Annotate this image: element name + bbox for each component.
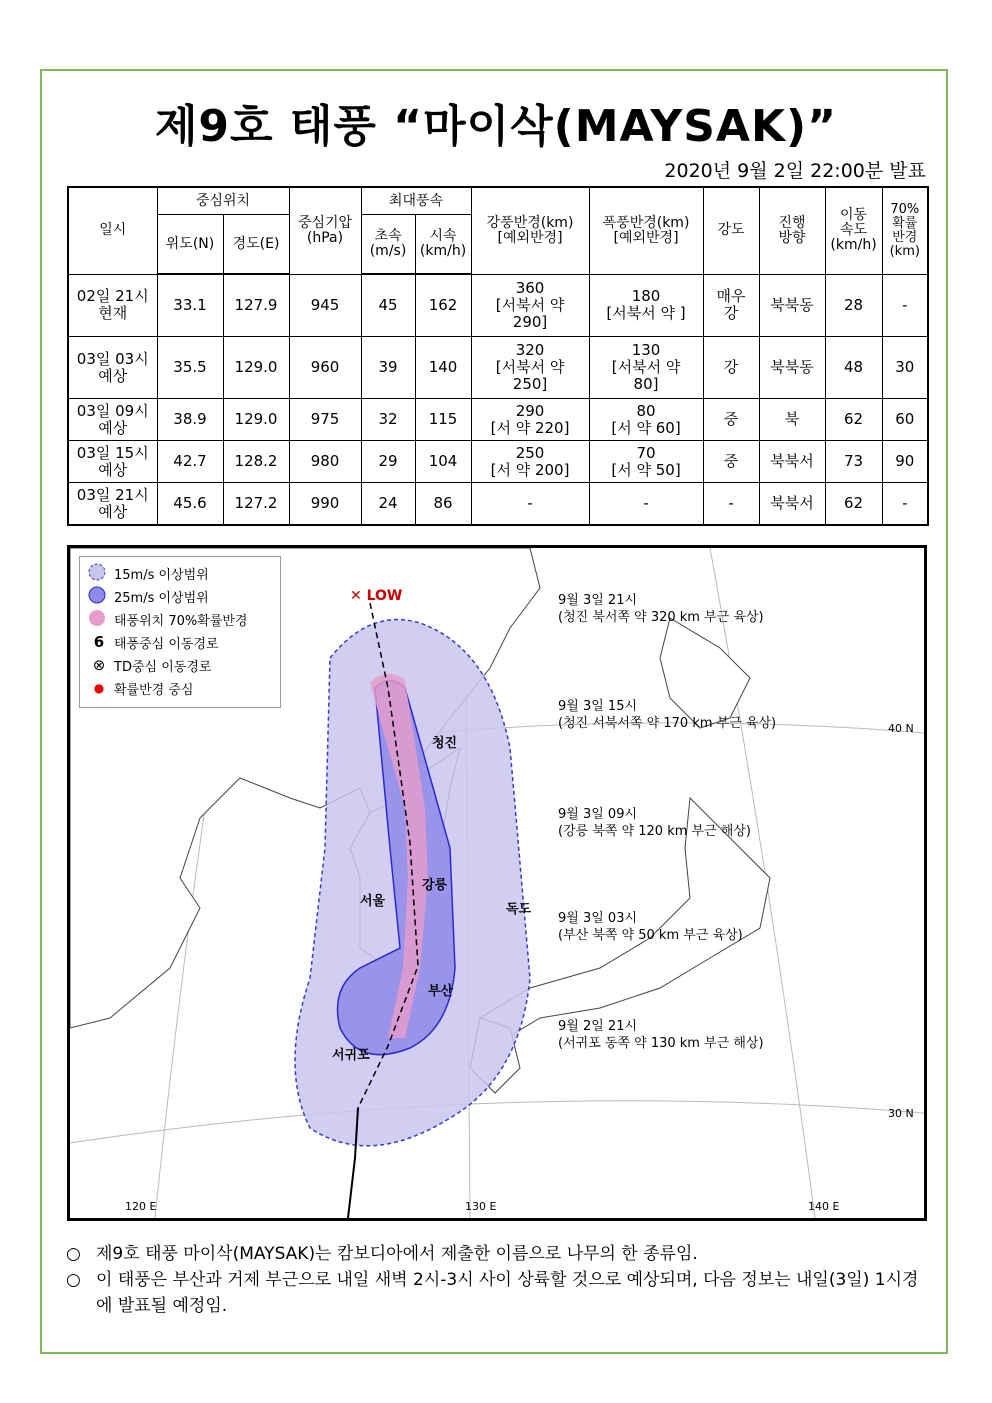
cell-datetime: 02일 21시 현재 xyxy=(68,274,157,336)
annotation-time: 9월 3일 21시 xyxy=(558,593,638,608)
table-row xyxy=(68,483,928,525)
cell-lat: 38.9 xyxy=(157,399,223,441)
annotation-desc: (부산 북쪽 약 50 km 부근 육상) xyxy=(558,928,743,943)
cell-pressure: 990 xyxy=(289,483,361,525)
cell-gale: 250 [서 약 200] xyxy=(471,441,589,483)
cell-gale: 320 [서북서 약 250] xyxy=(471,337,589,399)
cell-storm: 80 [서 약 60] xyxy=(589,399,703,441)
cell-storm: - xyxy=(589,483,703,525)
cell-prob: - xyxy=(882,274,928,336)
cell-lat: 33.1 xyxy=(157,274,223,336)
cell-intensity: 중 xyxy=(703,441,759,483)
gridlabel-30n: 30 N xyxy=(888,1107,914,1120)
header-center-position: 중심위치 xyxy=(157,187,289,215)
cell-datetime: 03일 15시 예상 xyxy=(68,441,157,483)
legend-item xyxy=(88,586,209,606)
cell-datetime: 03일 09시 예상 xyxy=(68,399,157,441)
bullet-icon: ○ xyxy=(66,1270,81,1290)
table-row xyxy=(68,337,928,399)
place-seoul: 서울 xyxy=(360,894,386,909)
annotation-desc: (청진 서북서쪽 약 170 km 부근 육상) xyxy=(558,716,777,731)
cell-prob: 30 xyxy=(882,337,928,399)
annotation xyxy=(558,698,776,732)
note-text: 제9호 태풍 마이삭(MAYSAK)는 캄보디아에서 제출한 이름으로 나무의 한 종류임. xyxy=(96,1244,698,1264)
x-mark-icon: ✕ xyxy=(350,588,362,604)
cell-pressure: 960 xyxy=(289,337,361,399)
cell-storm: 70 [서 약 50] xyxy=(589,441,703,483)
table-row xyxy=(68,441,928,483)
cell-speed: 62 xyxy=(825,483,882,525)
note-text: 이 태풍은 부산과 거제 부근으로 내일 새벽 2시-3시 사이 상륙할 것으로 예상되며, 다음 정보는 내일(3일) 1시경에 발표될 예정임. xyxy=(96,1270,919,1316)
legend-label: 확률반경 중심 xyxy=(114,682,194,698)
place-gangneung: 강릉 xyxy=(422,878,448,893)
cell-gale: 290 [서 약 220] xyxy=(471,399,589,441)
header-direction: 진행 방향 xyxy=(759,187,825,274)
cell-wind-ms: 29 xyxy=(361,441,415,483)
header-datetime: 일시 xyxy=(68,187,157,274)
annotation-time: 9월 2일 21시 xyxy=(558,1019,638,1034)
cell-pressure: 975 xyxy=(289,399,361,441)
place-busan: 부산 xyxy=(428,984,454,999)
pink-circle-icon xyxy=(88,609,110,629)
cell-direction: 북 xyxy=(759,399,825,441)
annotation xyxy=(558,806,751,840)
place-chongjin: 청진 xyxy=(432,736,458,751)
table-row xyxy=(68,399,928,441)
legend-item xyxy=(88,632,219,652)
legend-label: 15m/s 이상범위 xyxy=(114,567,209,583)
cell-lon: 127.2 xyxy=(223,483,289,525)
cell-datetime: 03일 03시 예상 xyxy=(68,337,157,399)
cell-speed: 73 xyxy=(825,441,882,483)
cell-intensity: 중 xyxy=(703,399,759,441)
low-marker xyxy=(350,588,402,604)
annotation xyxy=(558,592,764,626)
cell-lon: 128.2 xyxy=(223,441,289,483)
legend-item xyxy=(88,563,209,583)
cell-gale: - xyxy=(471,483,589,525)
header-speed: 이동 속도 (km/h) xyxy=(825,187,882,274)
cell-datetime: 03일 21시 예상 xyxy=(68,483,157,525)
cell-storm: 130 [서북서 약 80] xyxy=(589,337,703,399)
header-lat: 위도(N) xyxy=(157,215,223,275)
note-item xyxy=(66,1241,926,1267)
header-pressure: 중심기압 (hPa) xyxy=(289,187,361,274)
place-dokdo: 독도 xyxy=(506,902,532,917)
header-intensity: 강도 xyxy=(703,187,759,274)
legend-label: TD중심 이동경로 xyxy=(114,659,212,675)
cell-lon: 129.0 xyxy=(223,337,289,399)
header-wind-kmh: 시속 (km/h) xyxy=(415,215,471,275)
header-wind-ms: 초속 (m/s) xyxy=(361,215,415,275)
cell-storm: 180 [서북서 약 ] xyxy=(589,274,703,336)
header-max-wind: 최대풍속 xyxy=(361,187,471,215)
cell-lat: 42.7 xyxy=(157,441,223,483)
header-lon: 경도(E) xyxy=(223,215,289,275)
cell-pressure: 945 xyxy=(289,274,361,336)
annotation-time: 9월 3일 15시 xyxy=(558,699,638,714)
low-label: LOW xyxy=(366,588,403,604)
gridlabel-130e: 130 E xyxy=(465,1200,497,1213)
cell-wind-kmh: 104 xyxy=(415,441,471,483)
header-storm-radius: 폭풍반경(km) [예외반경] xyxy=(589,187,703,274)
red-dot-icon: ● xyxy=(93,681,105,695)
legend-label: 25m/s 이상범위 xyxy=(114,590,209,606)
legend-item xyxy=(88,678,193,698)
typhoon-symbol-icon: 6 xyxy=(93,633,105,651)
cell-wind-kmh: 115 xyxy=(415,399,471,441)
cell-lon: 129.0 xyxy=(223,399,289,441)
cell-lon: 127.9 xyxy=(223,274,289,336)
cell-intensity: 매우 강 xyxy=(703,274,759,336)
cell-wind-ms: 39 xyxy=(361,337,415,399)
typhoon-info-table xyxy=(67,186,929,526)
cell-speed: 62 xyxy=(825,399,882,441)
cell-wind-kmh: 86 xyxy=(415,483,471,525)
cell-speed: 28 xyxy=(825,274,882,336)
gridlabel-40n: 40 N xyxy=(888,722,914,735)
cell-direction: 북북동 xyxy=(759,274,825,336)
cell-gale: 360 [서북서 약 290] xyxy=(471,274,589,336)
cell-speed: 48 xyxy=(825,337,882,399)
cell-lat: 45.6 xyxy=(157,483,223,525)
cell-prob: 90 xyxy=(882,441,928,483)
legend-item xyxy=(88,655,211,675)
cell-wind-ms: 24 xyxy=(361,483,415,525)
notes xyxy=(66,1241,926,1319)
legend-label: 태풍중심 이동경로 xyxy=(114,636,219,652)
typhoon-track-map xyxy=(67,545,927,1221)
note-item xyxy=(66,1267,926,1319)
cell-direction: 북북서 xyxy=(759,441,825,483)
place-seogwipo: 서귀포 xyxy=(332,1048,370,1063)
legend-label: 태풍위치 70%확률반경 xyxy=(114,613,248,629)
gridlabel-140e: 140 E xyxy=(808,1200,840,1213)
cell-intensity: - xyxy=(703,483,759,525)
cell-lat: 35.5 xyxy=(157,337,223,399)
annotation-desc: (강릉 북쪽 약 120 km 부근 해상) xyxy=(558,824,751,839)
cell-direction: 북북동 xyxy=(759,337,825,399)
publish-date: 2020년 9월 2일 22:00분 발표 xyxy=(664,160,926,182)
cell-prob: - xyxy=(882,483,928,525)
legend-item xyxy=(88,609,248,629)
map-legend xyxy=(79,556,281,708)
cell-direction: 북북서 xyxy=(759,483,825,525)
gridlabel-120e: 120 E xyxy=(125,1200,157,1213)
annotation-desc: (서귀포 동쪽 약 130 km 부근 해상) xyxy=(558,1036,764,1051)
td-symbol-icon: ⊗ xyxy=(92,656,106,674)
annotation-time: 9월 3일 03시 xyxy=(558,911,638,926)
header-gale-radius: 강풍반경(km) [예외반경] xyxy=(471,187,589,274)
cell-wind-ms: 45 xyxy=(361,274,415,336)
annotation-time: 9월 3일 09시 xyxy=(558,807,638,822)
annotation xyxy=(558,1018,764,1052)
circle-dashed-icon xyxy=(88,563,110,583)
cell-wind-ms: 32 xyxy=(361,399,415,441)
cell-wind-kmh: 162 xyxy=(415,274,471,336)
cell-wind-kmh: 140 xyxy=(415,337,471,399)
circle-filled-icon xyxy=(88,586,110,606)
cell-pressure: 980 xyxy=(289,441,361,483)
cell-intensity: 강 xyxy=(703,337,759,399)
table-row xyxy=(68,274,928,336)
bullet-icon: ○ xyxy=(66,1244,81,1264)
header-prob-radius: 70% 확률 반경 (km) xyxy=(882,187,928,274)
annotation xyxy=(558,910,743,944)
annotation-desc: (청진 북서쪽 약 320 km 부근 육상) xyxy=(558,610,764,625)
page-title: 제9호 태풍 “마이삭(MAYSAK)” xyxy=(154,101,838,152)
cell-prob: 60 xyxy=(882,399,928,441)
